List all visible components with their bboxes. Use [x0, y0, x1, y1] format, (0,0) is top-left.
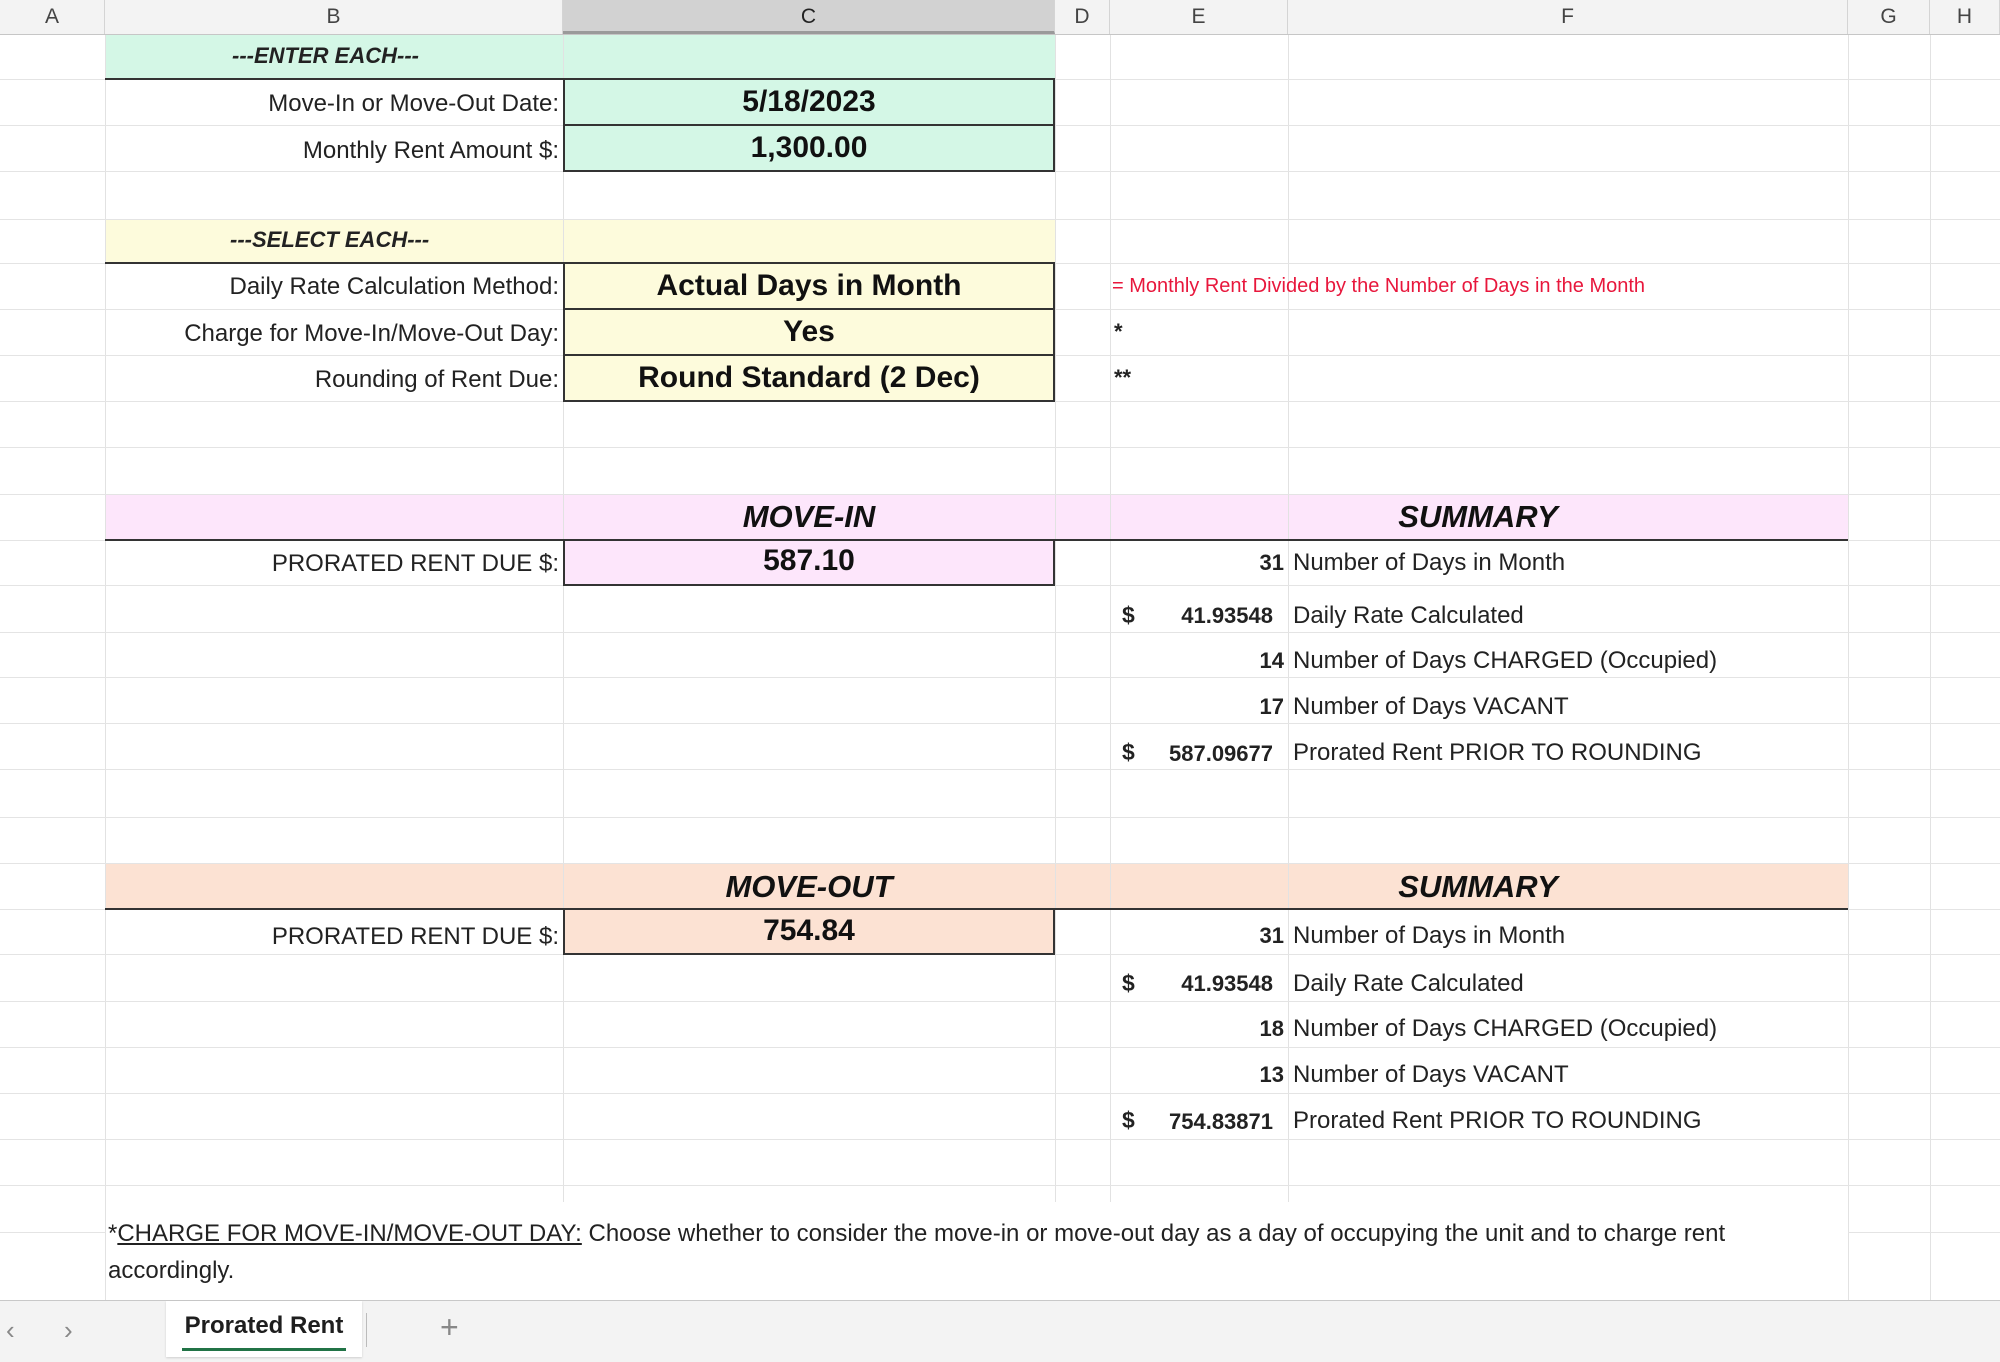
- column-header-c[interactable]: C: [563, 0, 1055, 34]
- move-out-rate-desc: Daily Rate Calculated: [1293, 970, 1524, 997]
- move-in-prior-dollar: $: [1122, 739, 1135, 765]
- move-out-due-value[interactable]: 754.84: [563, 908, 1055, 955]
- move-in-rate-value: 41.93548: [1181, 603, 1273, 628]
- column-header-e[interactable]: E: [1110, 0, 1288, 34]
- move-out-days-month-desc: Number of Days in Month: [1293, 922, 1566, 949]
- select-each-header: ---SELECT EACH---: [230, 227, 430, 252]
- move-out-prior-value: 754.83871: [1169, 1109, 1273, 1134]
- move-date-label: Move-In or Move-Out Date:: [268, 90, 559, 117]
- move-in-prior-desc: Prorated Rent PRIOR TO ROUNDING: [1293, 739, 1702, 766]
- column-header-h[interactable]: H: [1930, 0, 2000, 34]
- column-header-bar: [0, 0, 2000, 35]
- daily-rate-method-note: = Monthly Rent Divided by the Number of Days in the Month: [1112, 275, 1646, 297]
- sheet-tab-prorated-rent[interactable]: [166, 1301, 362, 1357]
- monthly-rent-input[interactable]: 1,300.00: [563, 124, 1055, 172]
- move-out-summary-title: SUMMARY: [1398, 869, 1558, 904]
- rounding-select[interactable]: Round Standard (2 Dec): [563, 354, 1055, 402]
- move-in-days-vacant-value: 17: [1259, 694, 1284, 719]
- move-out-days-charged-desc: Number of Days CHARGED (Occupied): [1293, 1015, 1718, 1042]
- move-in-days-vacant-desc: Number of Days VACANT: [1293, 693, 1569, 720]
- move-in-due-value[interactable]: 587.10: [563, 539, 1055, 586]
- column-header-a[interactable]: A: [0, 0, 105, 34]
- column-header-f[interactable]: F: [1288, 0, 1848, 34]
- move-out-days-month-value: 31: [1259, 923, 1284, 948]
- charge-day-label: Charge for Move-In/Move-Out Day:: [184, 320, 559, 347]
- move-in-due-label: PRORATED RENT DUE $:: [271, 550, 559, 577]
- move-out-days-vacant-desc: Number of Days VACANT: [1293, 1061, 1569, 1088]
- tab-separator: [366, 1313, 367, 1347]
- move-in-days-month-value: 31: [1259, 550, 1284, 575]
- footnote-star: *: [108, 1220, 118, 1247]
- next-sheet-icon[interactable]: ›: [64, 1315, 73, 1345]
- move-in-rate-dollar: $: [1122, 602, 1135, 628]
- move-out-days-charged-value: 18: [1259, 1016, 1284, 1041]
- footnote-title: CHARGE FOR MOVE-IN/MOVE-OUT DAY:: [117, 1220, 582, 1247]
- monthly-rent-label: Monthly Rent Amount $:: [302, 137, 559, 164]
- prev-sheet-icon[interactable]: ‹: [6, 1315, 15, 1345]
- charge-day-note: *: [1114, 319, 1123, 344]
- rounding-label: Rounding of Rent Due:: [314, 366, 559, 393]
- move-out-prior-dollar: $: [1122, 1107, 1135, 1133]
- move-out-days-vacant-value: 13: [1259, 1062, 1284, 1087]
- move-date-input[interactable]: 5/18/2023: [563, 78, 1055, 126]
- move-out-rate-dollar: $: [1122, 970, 1135, 996]
- sheet-tab-label: Prorated Rent: [184, 1312, 344, 1339]
- enter-each-header: ---ENTER EACH---: [232, 43, 419, 68]
- move-out-title: MOVE-OUT: [725, 869, 893, 904]
- move-in-rate-desc: Daily Rate Calculated: [1293, 602, 1524, 629]
- move-in-days-charged-value: 14: [1259, 648, 1284, 673]
- rounding-note: **: [1114, 365, 1132, 390]
- charge-day-select[interactable]: Yes: [563, 308, 1055, 356]
- column-header-b[interactable]: B: [105, 0, 563, 34]
- spreadsheet-grid[interactable]: [0, 35, 2000, 1300]
- move-in-prior-value: 587.09677: [1169, 741, 1273, 766]
- footnote-text: Choose whether to consider the move-in or move-out day as a day of occupying the unit and to charge rent: [581, 1220, 1726, 1247]
- move-in-title: MOVE-IN: [742, 499, 876, 534]
- move-in-summary-title: SUMMARY: [1398, 499, 1558, 534]
- move-out-prior-desc: Prorated Rent PRIOR TO ROUNDING: [1293, 1107, 1702, 1134]
- add-sheet-icon[interactable]: +: [440, 1309, 459, 1345]
- move-in-days-month-desc: Number of Days in Month: [1293, 549, 1566, 576]
- footnote-line-2: accordingly.: [108, 1257, 235, 1284]
- column-header-g[interactable]: G: [1848, 0, 1930, 34]
- daily-rate-method-label: Daily Rate Calculation Method:: [229, 273, 559, 300]
- move-out-rate-value: 41.93548: [1181, 971, 1273, 996]
- column-header-d[interactable]: D: [1055, 0, 1110, 34]
- move-out-due-label: PRORATED RENT DUE $:: [271, 923, 559, 950]
- sheet-tab-bar: [0, 1300, 2000, 1362]
- footnote-line-1: [108, 1215, 1725, 1252]
- sheet-tab-active-underline: [182, 1348, 346, 1351]
- daily-rate-method-select[interactable]: Actual Days in Month: [563, 262, 1055, 310]
- move-in-days-charged-desc: Number of Days CHARGED (Occupied): [1293, 647, 1718, 674]
